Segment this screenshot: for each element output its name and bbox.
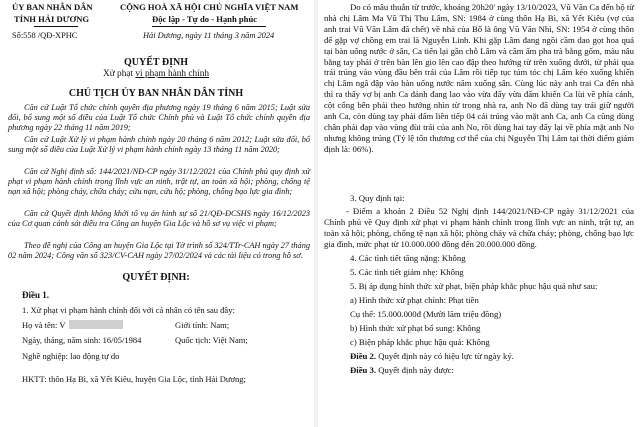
offender-name: Họ và tên: V	[22, 320, 123, 330]
left-page	[0, 0, 312, 427]
decision-heading: QUYẾT ĐỊNH:	[122, 272, 190, 283]
legal-basis-3: Căn cứ Nghị định số: 144/2021/NĐ-CP ngày 31/12/2021 của Chính phủ quy định xử phạt vi phạm hành chính trong lĩnh vực an ninh, trật tự, an toàn xã hội; phòng, chống tệ nạn xã hội; phòng cháy, chữa cháy; cứu nạn, cứu hộ; phòng, chống bạo lực gia đình;	[8, 167, 310, 197]
legal-basis-4: Căn cứ Quyết định không khởi tố vụ án hình sự số 21/QĐ-ĐCSHS ngày 16/12/2023 của Cơ quan cảnh sát điều tra Công an huyện Gia Lộc và hồ sơ vụ việc vi phạm;	[8, 209, 310, 229]
redacted-name-block	[69, 320, 123, 329]
offender-gender: Giới tính: Nam;	[175, 320, 230, 330]
mitigating-circumstances: 5. Các tình tiết giảm nhẹ: Không	[350, 267, 464, 277]
aggravating-circumstances: 4. Các tình tiết tăng nặng: Không	[350, 253, 466, 263]
offender-nationality: Quốc tịch: Việt Nam;	[175, 335, 248, 345]
remedial-measures: c) Biện pháp khắc phục hậu quả: Không	[350, 337, 490, 347]
right-page	[320, 0, 640, 427]
regulation-heading: 3. Quy định tại:	[350, 193, 405, 203]
nation-name: CỘNG HOÀ XÃ HỘI CHỦ NGHĨA VIỆT NAM	[120, 2, 299, 12]
main-penalty: a) Hình thức xử phạt chính: Phạt tiền	[350, 295, 479, 305]
document-number: Số:558 /QĐ-XPHC	[12, 31, 78, 40]
place-date: Hải Dương, ngày 11 tháng 3 năm 2024	[143, 31, 275, 40]
article-3: Điều 3. Quyết định này được:	[350, 365, 454, 375]
signer-title: CHỦ TỊCH ỦY BAN NHÂN DÂN TỈNH	[68, 88, 244, 99]
page-divider	[314, 0, 318, 427]
article-2: Điều 2. Quyết định này có hiệu lực từ ngày ký.	[350, 351, 514, 361]
fine-amount: Cụ thể: 15.000.000đ (Mười lăm triệu đồng)	[350, 309, 502, 319]
article-1-label: Điều 1.	[22, 290, 49, 300]
offender-occupation: Nghề nghiệp: lao động tự do	[22, 351, 120, 361]
motto-underline	[152, 26, 266, 27]
authority-name-line2: TỈNH HẢI DƯƠNG	[14, 14, 90, 24]
additional-penalty: b) Hình thức xử phạt bổ sung: Không	[350, 323, 481, 333]
offender-address: HKTT: thôn Hạ Bì, xã Yết Kiêu, huyện Gia Lộc, tỉnh Hải Dương;	[22, 374, 246, 384]
authority-name-line1: ỦY BAN NHÂN DÂN	[12, 2, 93, 12]
legal-basis-5: Theo đề nghị của Công an huyện Gia Lộc tại Tờ trình số 324/TTr-CAH ngày 27 tháng 02 năm 2024; Công văn số 323/CV-CAH ngày 27/02/2024 và các tài liệu có trong hồ sơ.	[8, 241, 310, 261]
nation-motto: Độc lập - Tự do - Hạnh phúc	[152, 14, 258, 24]
legal-basis-1: Căn cứ Luật Tổ chức chính quyền địa phương ngày 19 tháng 6 năm 2015; Luật sửa đổi, bổ sung một số điều của Luật Tổ chức Chính phủ và Luật Tổ chức chính quyền địa phương ngày 22 tháng 11 năm 2019;	[8, 103, 310, 133]
regulation-citation: - Điểm a khoản 2 Điều 52 Nghị định 144/2021/NĐ-CP ngày 31/12/2021 của Chính phủ về Quy định xử phạt vi phạm hành chính trong lĩnh vực an ninh, trật tự, an toàn xã hội; phòng, chống tệ nạn xã hội; phòng cháy và chữa cháy; phòng, chống bạo lực gia đình, mức phạt từ 10.000.000 đồng đến 20.000.000 đồng.	[324, 206, 634, 249]
offender-dob: Ngày, tháng, năm sinh: 16/05/1984	[22, 335, 142, 345]
violation-description: Do có mâu thuẫn từ trước, khoảng 20h20' ngày 13/10/2023, Vũ Văn Ca đến bộ từ nhà chị Lâm Ma Vũ Thị Thu Lâm, SN: 1984 ở cùng thôn Hạ Bì, xã Yết Kiêu (vợ của anh trai Vũ Văn Lâm đã chết) về nhà của Bố là ông Vũ Văn Nhì, SN: 1954 ở cùng thôn để gặp vợ chồng em trai là Nguyễn Linh. Khi gặp Lâm đang ngồi cầm dao gọt hoa quả tại bàn uống nước ở sân, Ca tiến lại gần chỗ Lâm và cầm ấm pha trà bằng gốm, màu nâu bằng tay phải ở trên bàn lên gio lên cao đập theo hướng từ trên xuống dưới, từ phải qua trái trúng vào vùng đầu bên trái của Lâm rồi tiếp tục túm tóc chị Lâm kéo xuống khiến chị Lâm ngã đập vào bàn uống nước năm xuống sân. Cùng lúc này anh trai Ca đến nhà thì ra thấy vợ bị anh Ca đánh đang lao vào vừa đẩy vừa đấm khiến Ca lùi về phía cánh, cột cổng bên phải theo hướng nhìn từ trong nhà ra, anh No đã dùng tay trái giữ người anh Ca, còn dùng tay phải đấm liên tiếp 04 cái trúng vào mặt anh Ca, anh Ca cũng dùng chân phải đạp vào vùng đùi trái của anh No, rồi dùng hai tay đẩy lại về phía mặt anh No nhưng không trúng (Tỷ lệ tổn thương cơ thể của chị Nguyễn Thị Lâm tại thời điểm giám định là: 06%).	[324, 2, 634, 154]
penalty-heading: 5. Bị áp dụng hình thức xử phạt, biện pháp khắc phục hậu quả như sau:	[350, 281, 598, 291]
document-title: QUYẾT ĐỊNH	[124, 57, 188, 68]
legal-basis-2: Căn cứ Luật Xử lý vi phạm hành chính ngày 20 tháng 6 năm 2012; Luật sửa đổi, bổ sung một số điều của Luật Xử lý vi phạm hành chính ngày 13 tháng 11 năm 2020;	[8, 135, 310, 155]
document-subtitle: Xử phạt vi phạm hành chính	[102, 69, 209, 79]
authority-underline	[34, 26, 78, 27]
article-1-item-1: 1. Xử phạt vi phạm hành chính đối với cá nhân có tên sau đây:	[22, 305, 235, 315]
